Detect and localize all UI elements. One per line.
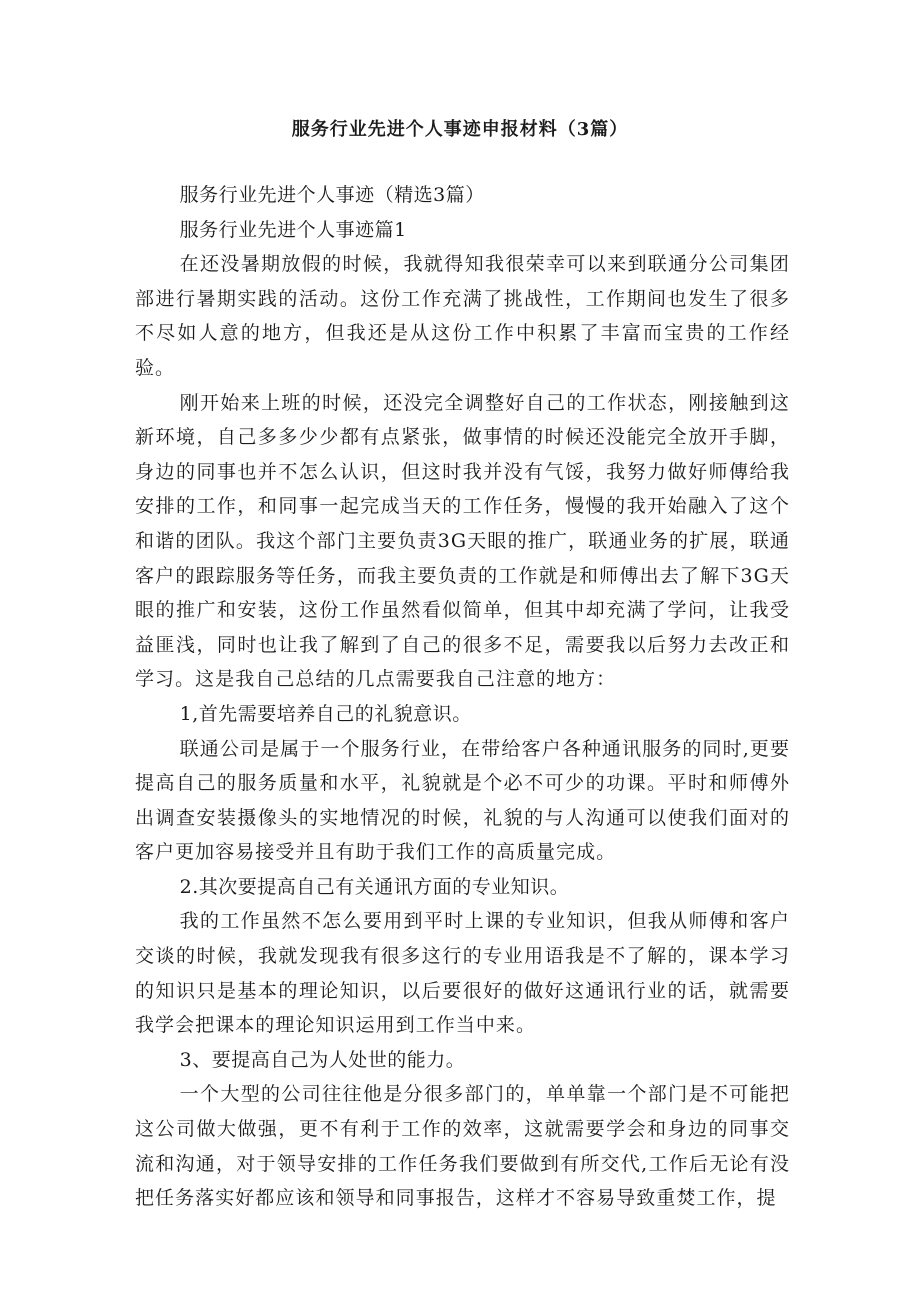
document-body <box>135 178 790 1216</box>
point-heading: 2.其次要提高自己有关通讯方面的专业知识。 <box>179 875 570 898</box>
body-paragraph: 一个大型的公司往往他是分很多部门的，单单靠一个部门是不可能把这公司做大做强，更不有利于工作的效率，这就需要学会和身边的同事交流和沟通，对于领导安排的工作任务我们要做到有所交代,工作后无论有没把任务落实好都应该和领导和同事报告，这样才不容易导致重焚工作，提 <box>135 1083 790 1210</box>
point-heading: 1,首先需要培养自己的礼貌意识。 <box>179 702 472 725</box>
body-paragraph: 在还没暑期放假的时候，我就得知我很荣幸可以来到联通分公司集团部进行暑期实践的活动。这份工作充满了挑战性，工作期间也发生了很多不尽如人意的地方，但我还是从这份工作中积累了丰富而宝贵的工作经验。 <box>135 253 790 379</box>
document-title: 服务行业先进个人事迹申报材料（3篇） <box>291 119 629 140</box>
body-paragraph: 我的工作虽然不怎么要用到平时上课的专业知识，但我从师傅和客户交谈的时候，我就发现我有很多这行的专业用语我是不了解的，课本学习的知识只是基本的理论知识，以后要很好的做好这通讯行业的话，就需要我学会把课本的理论知识运用到工作当中来。 <box>135 910 790 1037</box>
point-heading: 3、要提高自己为人处世的能力。 <box>179 1048 466 1071</box>
body-paragraph: 刚开始来上班的时候，还没完全调整好自己的工作状态，刚接触到这新环境，自己多多少少都有点紧张，做事情的时候还没能完全放开手脚，身边的同事也并不怎么认识，但这时我并没有气馁，我努力做好师傳给我安排的工作，和同事一起完成当天的工作任务，慢慢的我开始融入了这个和谐的团队。我这个部门主要负责3G天眼的推广，联通业务的扩展，联通客户的跟踪服务等任务，而我主要负责的工作就是和师傅出去了解下3G天眼的推广和安装，这份工作虽然看似简单，但其中却充满了学问，让我受益匪浅，同时也让我了解到了自己的很多不足，需要我以后努力去改正和学习。这是我自己总结的几点需要我自己注意的地方： <box>135 391 790 691</box>
section-heading: 服务行业先进个人事迹篇1 <box>179 218 407 241</box>
body-paragraph: 联通公司是属于一个服务行业，在带给客户各种通讯服务的同时,更要提高自己的服务质量和水平，礼貌就是个必不可少的功课。平时和师傅外出调查安装摄像头的实地情况的时候，礼貌的与人沟通可以使我们面对的客户更加容易接受并且有助于我们工作的高质量完成。 <box>135 737 790 864</box>
subtitle-heading: 服务行业先进个人事迹（精选3篇） <box>179 184 485 206</box>
